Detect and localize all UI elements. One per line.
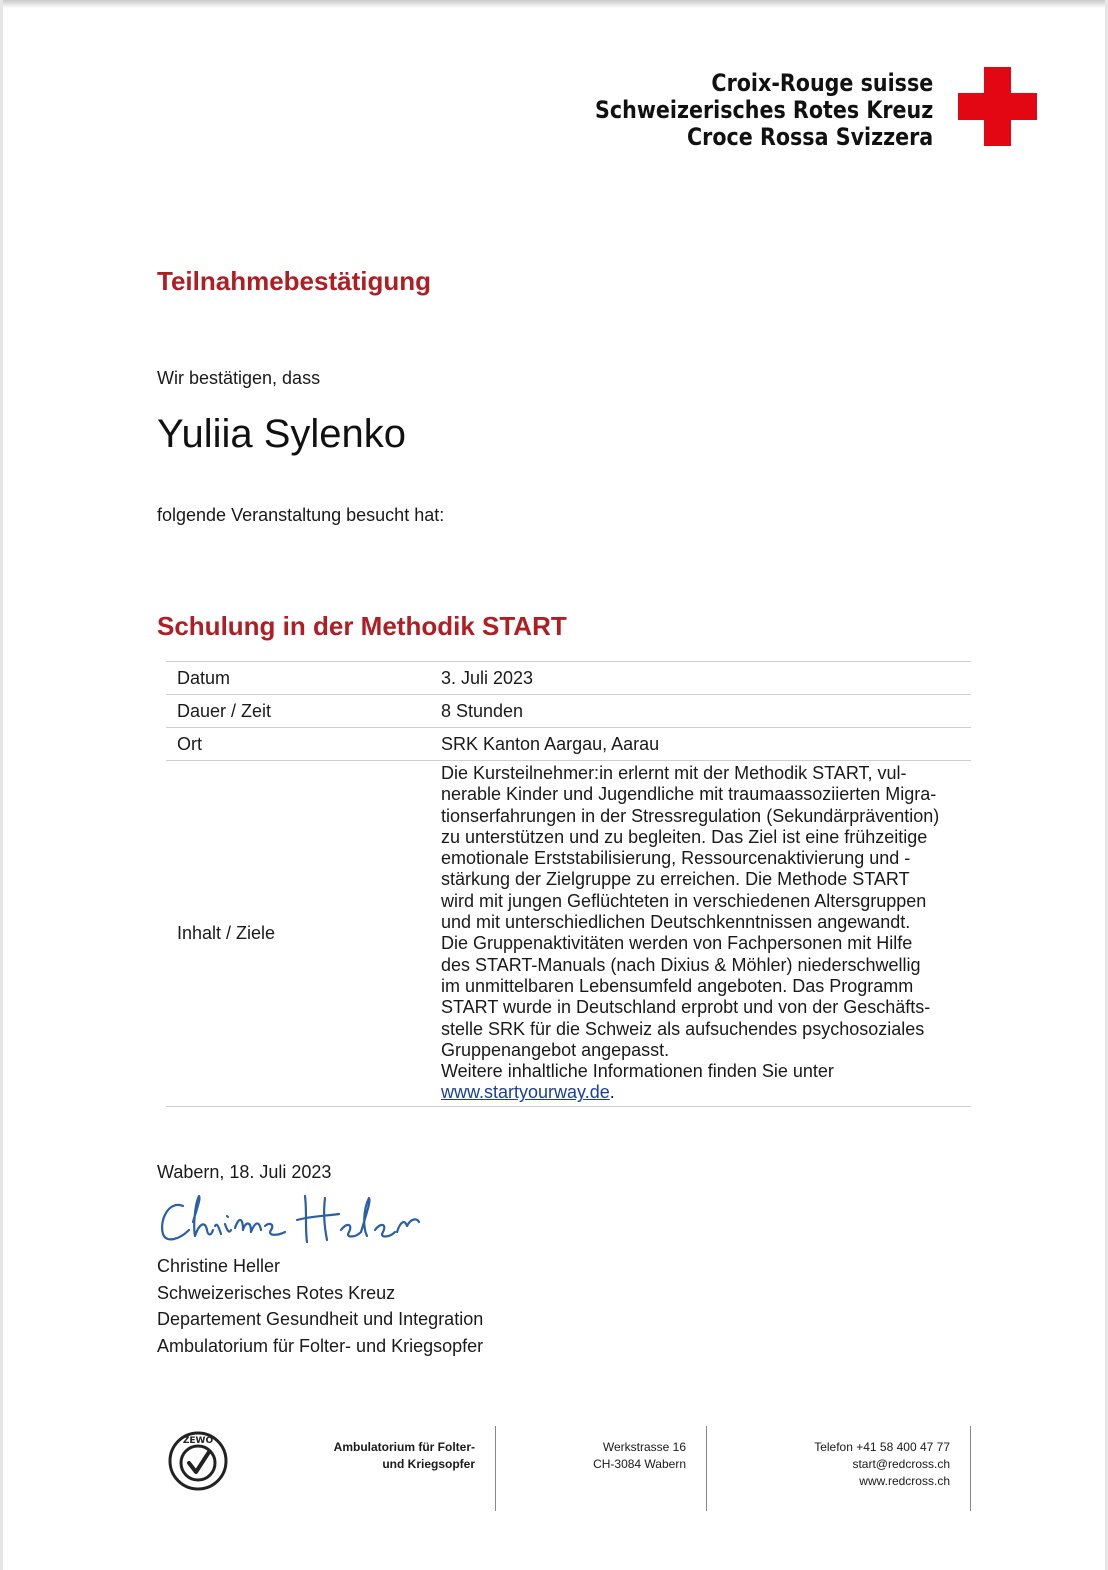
- table-row: [166, 695, 971, 728]
- footer-website[interactable]: www.redcross.ch: [859, 1474, 950, 1488]
- footer-address: [560, 1439, 686, 1473]
- org-name-de: Schweizerisches Rotes Kreuz: [594, 96, 933, 124]
- footer-divider: [495, 1426, 496, 1511]
- footer-unit-line: und Kriegsopfer: [382, 1457, 475, 1471]
- date-label: Datum: [166, 662, 441, 695]
- left-edge: [0, 0, 3, 1570]
- content-line: Gruppenangebot angepasst.: [441, 1039, 670, 1060]
- top-shadow: [0, 0, 1108, 8]
- course-details-table: [166, 661, 971, 1107]
- content-line: START wurde in Deutschland erprobt und von der Geschäfts-: [441, 997, 931, 1018]
- content-line: nerable Kinder und Jugendliche mit traumaassoziierten Migra-: [441, 784, 937, 805]
- svg-text:ZEWO: ZEWO: [182, 1436, 214, 1446]
- content-line: tionserfahrungen in der Stressregulation (Sekundärprävention): [441, 805, 940, 826]
- content-line: stärkung der Zielgruppe zu erreichen. Die Methode START: [441, 869, 910, 890]
- zewo-seal-icon: [167, 1430, 229, 1492]
- content-line: und mit unterschiedlichen Deutschkenntnissen angewandt.: [441, 912, 911, 933]
- intro-text: Wir bestätigen, dass: [157, 368, 321, 388]
- content-line: Die Kursteilnehmer:in erlernt mit der Methodik START, vul-: [441, 763, 907, 783]
- content-line: emotionale Erststabilisierung, Ressourcenaktivierung und -: [441, 848, 911, 869]
- document-title: Teilnahmebestätigung: [157, 266, 431, 296]
- content-line: des START-Manuals (nach Dixius & Möhler) niederschwellig: [441, 954, 921, 975]
- footer-divider: [970, 1426, 971, 1511]
- signer-department: Departement Gesundheit und Integration: [157, 1309, 484, 1330]
- content-line: Weitere inhaltliche Informationen finden Sie unter: [441, 1061, 834, 1082]
- footer-phone: Telefon +41 58 400 47 77: [814, 1440, 950, 1454]
- footer-email[interactable]: start@redcross.ch: [852, 1457, 950, 1471]
- duration-label: Dauer / Zeit: [166, 695, 441, 728]
- link-suffix: .: [609, 1082, 615, 1103]
- table-row: [166, 728, 971, 761]
- participant-name: Yuliia Sylenko: [157, 412, 407, 456]
- handwritten-signature: [155, 1186, 425, 1248]
- content-link-line: [441, 1082, 971, 1103]
- content-line: Die Gruppenaktivitäten werden von Fachpersonen mit Hilfe: [441, 933, 913, 954]
- org-logo-text: [595, 70, 933, 151]
- footer-contact: [770, 1439, 950, 1490]
- org-name-it: Croce Rossa Svizzera: [686, 123, 933, 151]
- footer-city: CH-3084 Wabern: [593, 1457, 686, 1471]
- content-line: stelle SRK für die Schweiz als aufsuchendes psychosoziales: [441, 1018, 925, 1039]
- content-label: Inhalt / Ziele: [166, 761, 441, 1107]
- location-label: Ort: [166, 728, 441, 761]
- date-value: 3. Juli 2023: [441, 662, 971, 695]
- content-line: zu unterstützen und zu begleiten. Das Ziel ist eine frühzeitige: [441, 826, 928, 847]
- course-title: Schulung in der Methodik START: [157, 611, 567, 641]
- content-line: wird mit jungen Geflüchteten in verschiedenen Altersgruppen: [441, 890, 927, 911]
- visited-text: folgende Veranstaltung besucht hat:: [157, 505, 445, 525]
- signer-name: Christine Heller: [157, 1256, 281, 1276]
- red-cross-icon: [958, 67, 1037, 146]
- duration-value: 8 Stunden: [441, 695, 971, 728]
- footer-divider: [706, 1426, 707, 1511]
- signer-unit: Ambulatorium für Folter- und Kriegsopfer: [157, 1336, 484, 1357]
- table-row: [166, 662, 971, 695]
- footer-unit-line: Ambulatorium für Folter-: [333, 1440, 475, 1454]
- content-value: [441, 761, 971, 1107]
- signer-org: Schweizerisches Rotes Kreuz: [157, 1282, 396, 1303]
- location-value: SRK Kanton Aargau, Aarau: [441, 728, 971, 761]
- table-row: [166, 761, 971, 1107]
- signer-block: [157, 1253, 483, 1360]
- footer-street: Werkstrasse 16: [602, 1440, 686, 1454]
- place-date: Wabern, 18. Juli 2023: [157, 1162, 332, 1182]
- content-line: im unmittelbaren Lebensumfeld angeboten. Das Programm: [441, 975, 914, 996]
- org-name-fr: Croix-Rouge suisse: [711, 69, 933, 97]
- footer-unit: [308, 1439, 475, 1473]
- website-link[interactable]: www.startyourway.de: [441, 1082, 610, 1103]
